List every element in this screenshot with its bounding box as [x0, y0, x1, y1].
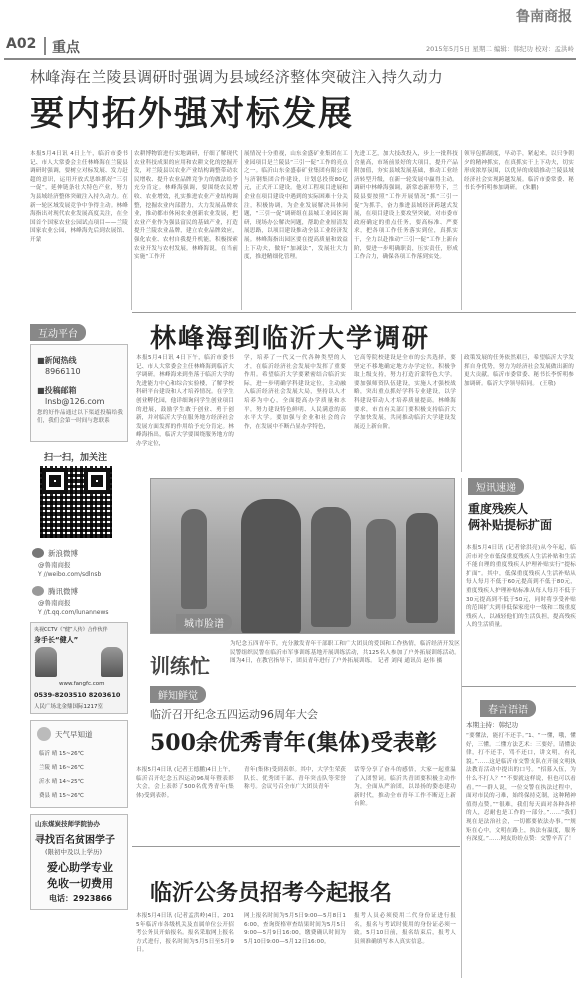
mail-label: ■投稿邮箱 — [37, 386, 77, 395]
masthead: 鲁南商报 — [516, 9, 572, 25]
sms-number: 8966110 — [45, 367, 81, 376]
trainee-figure — [406, 513, 438, 623]
story2-col-1: 本报5月4日讯 4日下午，临沂市委书记、市人大常委会主任林峰海到临沂大学调研。林峰海来到坐落于临沂大学的先进能力中心和综合实验楼，了解学校科研平台建设和人才培养情况。在学生创业孵化园，他详细询问学生创业项目的进展，鼓励学生敢于创业、勇于创新，并对临沂大学在服务地方经济社会发展方面发挥的作用给予充分肯定。林峰海指出，临沂大学要围绕服务地方的办学定位， — [136, 355, 234, 447]
top-story-col-2: 农耕博物馆进行实地调研，仔细了解现代农业科技成果的应用和农耕文化的挖掘开发，对兰陵县以农业产业结构调整带动农民增收、提升农业品牌竞争力的做法给予充分肯定。林峰海强调，要围绕农民增收、农业增效，扎实推进农业产业结构调整，挖掘农业内部潜力，大力发展品牌农业，推动都市休闲农业创新农业发展，把农业产业作为强县富民的基础产业，打造提升兰陵农业品牌，建立农业品牌效应，强化农业、农村自我提升机能，积极探索农业开发与农村发展。林峰海说，在当前实施“工作开 — [134, 151, 238, 261]
story4-col-3: 报考人员必须使用二代身份证进行报名，报名与考试时使用的身份证必须一致。5月10日前，报名结束后，报考人员须准确填写本人真实信息。 — [354, 913, 456, 945]
ad-address: 人民广场北金鼎国际1217室 — [34, 704, 103, 710]
short-news-body: 本报5月4日讯 (记者徐洪亮)从今年起，临沂市对全市低保重度残疾人生活补贴和生活不能自理的重度残疾人护理补贴实行“提标扩面”。其中，低保重度残疾人生活补贴从每人每月不低于60元提高到不低于80元，重度残疾人护理补贴标准从每人每月不低于30元提高到不低于50元，同时将享受补贴的范围扩大到非低保家庭中一级和二级重度残疾人，以减轻他们的生活负担，提高残疾人的生活质量。 — [466, 545, 576, 629]
story4-col-1: 本报5月4日讯 (记者孟洪岭)4日，2015年临沂市各级机关及直属单位公开招考公务员开始报名。报名采取网上报名方式进行，报名时间为5月5日至5月9日。 — [136, 913, 234, 954]
school-line: 免收一切费用 — [47, 877, 113, 890]
ad-portrait — [35, 647, 57, 677]
sms-label: ■新闻热线 — [37, 356, 77, 365]
story2-col-4: 政策发展的任务依然艰巨，希望临沂大学发挥自身优势，努力为经济社会发展做出新的更大贡献。临沂市委常委、秘书长李忻明参加调研。临沂大学领导陪同。 (王敬) — [464, 355, 574, 387]
photo-title: 训练忙 — [150, 654, 210, 678]
ad-box-cctv — [30, 622, 128, 714]
trainee-figure — [366, 519, 396, 619]
column-rule — [241, 150, 242, 310]
story3-col-2: 青年(集体)受到表彰。其中，大学生荣获队长、优秀团干部、青年突击队等荣誉称号。会议号召全市广大团员青年 — [244, 767, 346, 791]
column-rule — [131, 150, 132, 310]
sun-icon — [37, 727, 51, 741]
weibo-section-tag: 春言语语 — [480, 700, 536, 717]
section-title: 重点 — [52, 40, 80, 56]
school-line: 爱心助学专业 — [47, 861, 113, 874]
section-rule — [132, 846, 460, 847]
weather-row: 费县 晴 15~26℃ — [39, 793, 84, 799]
top-story-kicker: 林峰海在兰陵县调研时强调为县域经济整体突破注入持久动力 — [30, 68, 444, 86]
trainee-figure — [241, 499, 301, 634]
school-phone: 电话：2923866 — [49, 894, 112, 903]
trainee-figure — [311, 507, 351, 627]
column-rule — [461, 150, 462, 310]
story2-headline: 林峰海到临沂大学调研 — [150, 324, 431, 354]
top-story-col-5: 领导包抓制度，早动手，紧起来，以只争朝夕的精神抓实，在真抓实干上下功夫，切实形成浓厚氛围，以优异的成绩推动兰陵县域经济社会实现跨越发展。临沂市委常委、秘书长李忻明参加调研。 (朱鹏) — [464, 151, 574, 192]
trainee-figure — [181, 509, 207, 609]
weather-row: 临沂 晴 15~26℃ — [39, 751, 84, 757]
short-news-headline: 俩补贴提标扩面 — [468, 518, 553, 532]
weather-row: 沂水 晴 14~25℃ — [39, 779, 84, 785]
tencent-label: 腾讯微博 — [48, 587, 78, 596]
ad-web: www.fangfc.com — [59, 681, 105, 687]
ad-headline: 身手长“健人” — [34, 636, 79, 644]
page-code: A02 — [6, 36, 37, 52]
weibo-url[interactable]: Y //weibo.com/sdlnsb — [38, 571, 102, 578]
short-news-headline: 重度残疾人 — [468, 502, 529, 516]
school-ad-box — [30, 814, 128, 910]
ad-phone: 0539-8203510 8203610 — [34, 691, 121, 699]
story4-col-2: 网上报名时间为5月5日9:00—5月8日16:00，查询资格审查结果时间为5月5日9:00—5月9日16:00，缴费确认时间为5月10日9:00—5月12日16:00。 — [244, 913, 346, 945]
story3-col-1: 本报5月4日讯 (记者王德鹏)4日上午，临沂召开纪念五四运动96周年暨表彰大会，会上表彰了500名优秀青年(集体)受到表彰。 — [136, 767, 234, 799]
column-rule — [461, 478, 462, 978]
section-divider — [44, 37, 46, 55]
qr-code[interactable] — [40, 466, 112, 538]
weibo-label: 新浪微博 — [48, 549, 78, 558]
story3-col-3: 话等分享了奋斗的感悟，大家一起重温了入团誓词。临沂共青团要积极主动作为，全面从严治团，以昂扬的姿态建功新时代，推动全市青年工作不断迈上新台阶。 — [354, 767, 456, 808]
photo-caption: 为纪念五四青年节，充分激发青年干部职工和广大团员的爱国和工作热情，临沂经济开发区民警组织民警在临沂市军事训练基地开展训练活动，共125名人参加了户外拓展训练活动。图为4日，在教官指导下，团员青年进行了户外拓展训练。 记者 刘闯 通讯员 赵伟 摄 — [230, 641, 460, 665]
mail-address[interactable]: lnsb@126.com — [45, 397, 105, 406]
news-photo — [150, 478, 455, 634]
weibo-icon — [32, 548, 44, 558]
tencent-weibo-icon — [32, 586, 44, 596]
story3-headline: 500余优秀青年(集体)受表彰 — [150, 730, 437, 756]
contact-box — [30, 344, 128, 442]
top-story-col-3: 展情况十分重视，山东金盛矿业集团在工业园项目是兰陵县“三引一促”工作的亮点之一。临沂山东金盛泰矿业集团有限公司与济钢集团合作建设，计划总投资80亿元，正式开工建设。他对工程项目进展和企业在项目建设中遇到的实际困难十分关注，积极协调，为企业发展解决具体问题，“三引一促”调研组在县城工业园区调研，现场办公解决问题，帮助企业厘清发展思路，以项目建设推动全县工业经济发展。林峰海指出园区要在提高质量和效益上下功夫，做好“加减法”，发展壮大力度，推进精细化管理。 — [244, 151, 348, 261]
school-line: (限初中及以上学历) — [45, 848, 103, 856]
scan-label: 扫一扫，加关注 — [44, 453, 108, 463]
tencent-url[interactable]: Y //t.qq.com/lunannews — [38, 609, 109, 616]
column-rule — [461, 354, 462, 472]
mail-note: 您的好作品通过以下渠道投稿给我们，我们会第一时间与您联系 — [37, 410, 123, 424]
weather-box — [30, 720, 128, 808]
story4-headline: 临沂公务员招考今起报名 — [150, 880, 393, 906]
tencent-handle: @鲁南商报 — [38, 599, 71, 607]
top-story-col-1: 本报5月4日讯 4日上午，临沂市委书记、市人大常委会主任林峰海在兰陵县调研时强调，要树立对标发展、发力赶超的意识，运用开放式思维抓好“三引一促”，延伸链条壮大特色产业，努力为县域经济整体突破注入持久动力。在新一轮区域发展竞争中争得主动。林峰海指出对现代农业发展高度关注，在全国首个国家农业公园试点项目——兰陵国家农业公园，林峰海先后到农展馆、开蒙 — [30, 151, 128, 243]
section-rule — [462, 686, 576, 687]
weibo-handle: @鲁南商报 — [38, 561, 71, 569]
short-news-tag: 短讯速递 — [468, 478, 524, 495]
weibo-host: 本期主持：韩纪功 — [466, 721, 518, 729]
header-rule — [4, 58, 576, 60]
story2-col-2: 学，培养了一代又一代各种类型的人才，在临沂经济社会发展中发挥了重要作用。希望临沂大学要紧密结合临沂实际，进一步明确学科建设定位，主动融入临沂经济社会发展大局，坚持以人才培养为中心，全面提高办学质量和水平，努力建设特色鲜明、人民满意的高水平大学。要加强与企业和社会的合作，在发展中不断凸显办学特色， — [244, 355, 346, 430]
sidebar-tag-interactive: 互动平台 — [30, 324, 86, 341]
column-rule — [351, 150, 352, 310]
ad-title: 央视CCTV《“健”人传》合作伙伴 — [34, 627, 108, 633]
date-line: 2015年5月5日 星期二 编辑：韩纪功 校对：孟洪岭 — [425, 45, 574, 53]
school-title: 山东煤炭技师学院协办 — [35, 820, 100, 828]
ad-portrait — [101, 647, 123, 677]
story3-tag: 鲜知鲜觉 — [150, 686, 206, 703]
top-story-headline: 要内拓外强对标发展 — [30, 94, 354, 134]
photo-tag: 城市脸谱 — [176, 614, 232, 631]
top-story-col-4: 先进工艺，加大技改投入，步上一批科技含量高，市场前景好的大项目，提升产品附加值，夯实县域发展基础，推动工业经济转型升级，在新一轮发展中赢得主动。调研中林峰海强调，新常态新形势下，兰陵县要按照“工作开展情况”抓“三引一促”为抓手，奋力推进县域经济跨越式发展，在项目建设上要攻坚突破。对市委市政府确定的重点任务，要高标准、严要求，把各项工作任务落实到位，真抓实干，全力以赴推动“三引一促”工作上新台阶，要进一步明确职责，压实责任，形成工作合力，确保各项工作落到实处。 — [354, 151, 458, 261]
school-line: 寻找百名贫困学子 — [35, 835, 115, 846]
weather-row: 兰陵 晴 16~26℃ — [39, 765, 84, 771]
story2-col-3: 它高等院校建设是全市的公共选择，要坚定不移地确定地方办学定位，积极争取上级支持，努力打造沂蒙特色大学。要加强师资队伍建设，实施人才强校战略，突出重点抓好学科专业建设，以学科建设带动人才培养质量提高。林峰海要求，市直有关部门要积极支持临沂大学加快发展，共同推动临沂大学建设发展迈上新台阶。 — [354, 355, 456, 430]
weibo-body: “要懂法，能打不还手。”1、“一懂，哦，懂好，三懂。二懂方法艺术：三要好。请懂法律，打不还手，骂不还口，讲文明，有礼貌。”……这是临沂市交警支队在开展文明执法教育活动中提出的口号。“招募入伍，为什么不打人？”“不要就这样说，但也可以看看。”“一群人说，一位交警在执法过程中，面对市民的刁难，始终保持克制，这种精神值得点赞。”“很难，我们每天面对各种各样的人，忍耐也是工作的一部分。”……“我们现在是法治社会，一切都要依法办事。”“规矩在心中，文明在路上，执法有温度，服务有深度。”……网友纷纷点赞：交警辛苦了！ — [466, 733, 576, 843]
weather-label: 天气早知道 — [55, 730, 93, 739]
story3-kicker: 临沂召开纪念五四运动96周年大会 — [150, 708, 318, 721]
section-rule — [132, 312, 576, 313]
